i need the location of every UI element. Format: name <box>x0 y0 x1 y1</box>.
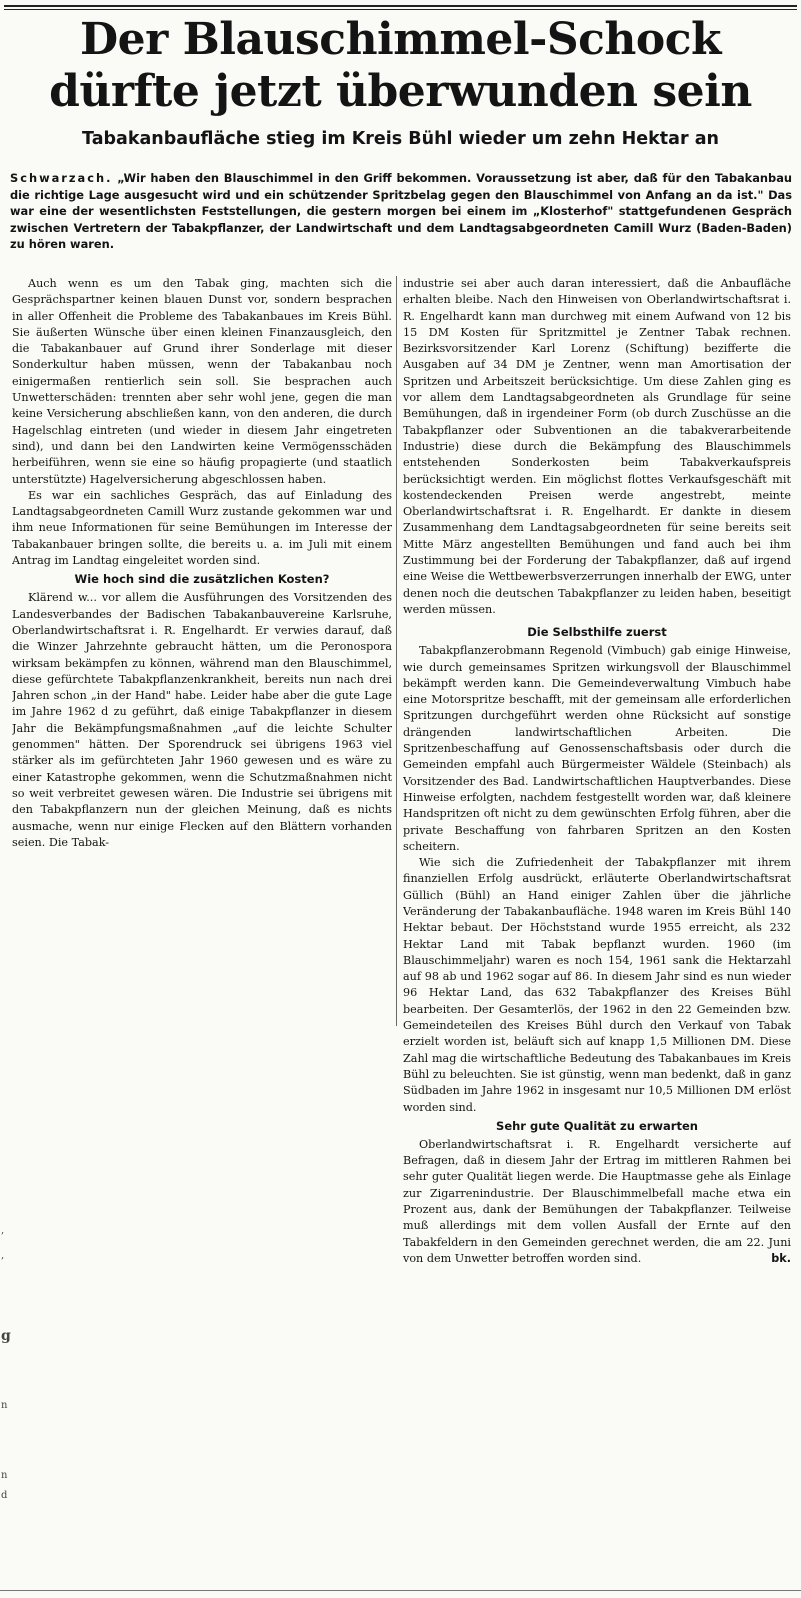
paragraph: Tabakpflanzerobmann Regenold (Vimbuch) gab einige Hinweise, wie durch gemeinsames Spritzen wirkungsvoll der Blauschimmel bekämpft werden kann. Die Gemeindeverwaltung Vimbuch habe eine Motorspritze beschafft, mit der gemeinsam alle erforderlichen Spritzungen durchgeführt werden ohne Rücksicht auf sonstige drängenden landwirtschaftlichen Arbeiten. Die Spritzenbeschaffung auf Genossenschaftsbasis oder durch die Gemeinden empfahl auch Bürgermeister Wäldele (Steinbach) als Vorsitzender des Bad. Landwirtschaftlichen Hauptverbandes. Diese Hinweise erfolgten, nachdem festgestellt worden war, daß kleinere Handspritzen oft nicht zu dem gewünschten Erfolg führen, aber die private Beschaffung von fahrbaren Spritzen an den Kosten scheitern. <box>403 644 791 853</box>
column-divider <box>396 276 397 1026</box>
lead-paragraph <box>10 170 792 253</box>
dateline-place: Schwarzach. <box>10 171 113 185</box>
margin-fragment: n <box>1 1470 8 1481</box>
paragraph: Auch wenn es um den Tabak ging, machten sich die Gesprächspartner keinen blauen Dunst vor, sondern besprachen in aller Offenheit die Probleme des Tabakanbaues im Kreis Bühl. Sie äußerten Wünsche über einen kleinen Finanzausgleich, den die Tabakanbauer auf Grund ihrer Sonderlage mit dieser Sonderkultur haben müssen, wenn der Tabakanbau noch einigermaßen rentierlich sein soll. Sie besprachen auch Unwetterschäden: trennten aber sehr wohl jene, gegen die man keine Versicherung abschließen kann, von den anderen, die durch Hagelschlag eintreten (und wieder in diesem Jahr eingetreten sind), und dann bei den Landwirten keine Vermögensschäden herbeiführen, wenn sie eine so häufig propagierte (und staatlich unterstützte) Hagelversicherung abgeschlossen haben. <box>12 277 392 486</box>
section-heading: Sehr gute Qualität zu erwarten <box>496 1118 698 1133</box>
section-heading: Die Selbsthilfe zuerst <box>527 625 667 640</box>
headline-line-1: Der Blauschimmel-Schock <box>79 14 722 65</box>
left-column <box>12 276 392 1022</box>
paragraph: Wie sich die Zufriedenheit der Tabakpflanzer mit ihrem finanziellen Erfolg ausdrückt, erläuterte Oberlandwirtschaftsrat Güllich (Bühl) an Hand einiger Zahlen über die jährliche Veränderung der Tabakanbaufläche. 1948 waren im Kreis Bühl 140 Hektar bebaut. Der Höchststand wurde 1955 erreicht, als 232 Hektar Land mit Tabak bepflanzt wurden. 1960 (im Blauschimmeljahr) waren es noch 154, 1961 sank die Hektarzahl auf 98 ab und 1962 sogar auf 86. In diesem Jahr sind es nun wieder 96 Hektar Land, das 632 Tabakpflanzer des Kreises Bühl bearbeiten. Der Gesamterlös, der 1962 in den 22 Gemeinden bzw. Gemeindeteilen des Kreises Bühl durch den Verkauf von Tabak erzielt worden ist, beläuft sich auf knapp 1,5 Millionen DM. Diese Zahl mag die wirtschaftliche Bedeutung des Tabakanbaues im Kreis Bühl zu beleuchten. Sie ist günstig, wenn man bedenkt, daß in ganz Südbaden im Jahre 1962 in insgesamt nur 10,5 Millionen DM erlöst worden sind. <box>403 856 791 1114</box>
lead-text: „Wir haben den Blauschimmel in den Griff bekommen. Voraussetzung ist aber, daß für den Tabakanbau die richtige Lage ausgesucht wird und ein schützender Spritzbelag gegen den Blauschimmel von Anfang an da ist." Das war eine der wesentlichsten Feststellungen, die gestern morgen bei einem im „Klosterhof" stattgefundenen Gespräch zwischen Vertretern der Tabakpflanzer, der Landwirtschaft und dem Landtagsabgeordneten Camill Wurz (Baden-Baden) zu hören waren. <box>10 171 792 251</box>
right-column <box>403 276 791 1586</box>
headline <box>0 14 801 118</box>
margin-fragment: , <box>1 1225 5 1236</box>
paragraph: Es war ein sachliches Gespräch, das auf Einladung des Landtagsabgeordneten Camill Wurz zustande gekommen war und ihm neue Informationen für seine Bemühungen im Interesse der Tabakanbauer bringen sollte, die bereits u. a. im Juli mit einem Antrag im Landtag eingeleitet worden sind. <box>12 488 392 568</box>
paragraph: Klärend w... vor allem die Ausführungen des Vorsitzenden des Landesverbandes der Badischen Tabakanbauvereine Karlsruhe, Oberlandwirtschaftsrat i. R. Engelhardt. Er verwies darauf, daß die Winzer Jahrzehnte gebraucht hätten, um die Peronospora wirksam bekämpfen zu können, während man den Blauschimmel, diese gefürchtete Tabakpflanzenkrankheit, bereits nun nach drei Jahren schon „in der Hand" habe. Leider habe aber die gute Lage im Jahre 1962 d zu geführt, daß einige Tabakpflanzer in diesem Jahr die Bekämpfungsmaßnahmen „auf die leichte Schulter genommen" hätten. Der Sporendruck sei übrigens 1963 viel stärker als im gefürchteten Jahr 1960 gewesen und es wäre zu einer Katastrophe gekommen, wenn die Schutzmaßnahmen nicht so weit verbreitet gewesen wären. Die Industrie sei übrigens mit den Tabakpflanzern nun der gleichen Meinung, daß es nichts ausmache, wenn nur einige Flecken auf den Blättern vorhanden seien. Die Tabak- <box>12 591 392 849</box>
author-signature: bk. <box>771 1251 791 1265</box>
margin-fragment: g <box>1 1328 11 1344</box>
margin-fragment: n <box>1 1400 8 1411</box>
headline-line-2: dürfte jetzt überwunden sein <box>49 66 752 117</box>
spacer <box>403 618 791 622</box>
margin-fragment: d <box>1 1490 8 1501</box>
paragraph: industrie sei aber auch daran interessiert, daß die Anbaufläche erhalten bleibe. Nach den Hinweisen von Oberlandwirtschaftsrat i. R. Engelhardt kann man durchweg mit einem Aufwand von 12 bis 15 DM Kosten für Spritzmittel je Zentner Tabak rechnen. Bezirksvorsitzender Karl Lorenz (Schiftung) bezifferte die Ausgaben auf 34 DM je Zentner, wenn man Amortisation der Spritzen und Arbeitszeit berücksichtige. Um diese Zahlen ging es vor allem dem Landtagsabgeordneten als Grundlage für seine Bemühungen, daß in irgendeiner Form (ob durch Zuschüsse an die Tabakpflanzer oder Subventionen an die tabakverarbeitende Industrie) diese durch die Bekämpfung des Blauschimmels entstehenden Sonderkosten beim Tabakverkaufspreis berücksichtigt werden. Ein möglichst flottes Verkaufsgeschäft mit kostendeckenden Preisen werde angestrebt, meinte Oberlandwirtschaftsrat i. R. Engelhardt. Er dankte in diesem Zusammenhang dem Landtagsabgeordneten für seine bereits seit Mitte März angestellten Bemühungen und fand auch bei ihm Zustimmung bei der Forderung der Tabakpflanzer, daß auf irgend eine Weise die Wettbewerbsverzerrungen innerhalb der EWG, unter denen noch die deutschen Tabakpflanzer zu leiden haben, beseitigt werden müssen. <box>403 277 791 616</box>
top-rule-thin <box>4 9 797 10</box>
margin-fragment: , <box>1 1250 5 1261</box>
section-heading: Wie hoch sind die zusätzlichen Kosten? <box>74 572 330 587</box>
paragraph-text: Oberlandwirtschaftsrat i. R. Engelhardt versicherte auf Befragen, daß in diesem Jahr der Ertrag im mittleren Rahmen bei sehr guter Qualität liegen werde. Die Hauptmasse gehe als Einlage zur Zigarrenindustrie. Der Blauschimmelbefall mache etwa ein Prozent aus, dank der Bemühungen der Tabakpflanzer. Teilweise muß allerdings mit dem vollen Ausfall der Ernte auf den Tabakfeldern in den Gemeinden gerechnet werden, die am 22. Juni von dem Unwetter betroffen worden sind. <box>403 1137 791 1265</box>
top-rule <box>4 5 797 7</box>
subheadline: Tabakanbaufläche stieg im Kreis Bühl wieder um zehn Hektar an <box>82 129 719 149</box>
paragraph <box>403 1137 791 1267</box>
bottom-rule <box>0 1590 801 1591</box>
